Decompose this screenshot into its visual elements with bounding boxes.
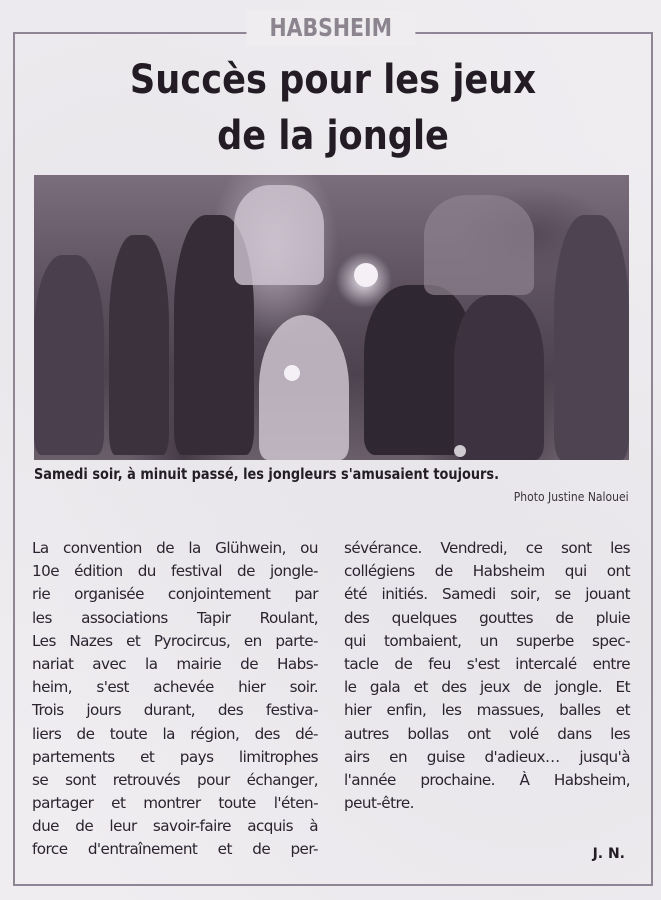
photo-figure — [109, 235, 169, 455]
body-line: airs en guise d'adieux… jusqu'à — [344, 747, 630, 766]
body-line: peut-être. — [344, 794, 414, 813]
headline — [13, 52, 653, 164]
article-photo — [34, 175, 629, 460]
section-kicker: HABSHEIM — [246, 10, 415, 46]
body-line: été initiés. Samedi soir, se jouant — [344, 585, 630, 604]
body-column-left — [32, 536, 318, 861]
photo-figure — [34, 255, 104, 455]
body-line: liers de toute la région, des dé- — [32, 724, 318, 743]
body-line: autres bollas ont volé dans les — [344, 724, 630, 743]
body-line: tacle de feu s'est intercalé entre — [344, 654, 630, 673]
body-line: des quelques gouttes de pluie — [344, 608, 630, 627]
body-line: partements et pays limitrophes — [32, 747, 318, 766]
body-line: Les Nazes et Pyrocircus, en parte- — [32, 631, 318, 650]
body-line: se sont retrouvés pour échanger, — [32, 770, 318, 789]
body-line: le gala et des jeux de jongle. Et — [344, 678, 630, 697]
body-line: La convention de la Glühwein, ou — [32, 539, 318, 557]
body-line: force d'entraînement et de per- — [32, 840, 318, 859]
body-column-right — [344, 536, 630, 814]
body-line: les associations Tapir Roulant, — [32, 608, 318, 627]
headline-line-2: de la jongle — [217, 113, 449, 159]
photo-figure — [554, 215, 629, 460]
body-line: qui tombaient, un superbe spec- — [344, 631, 630, 650]
body-line: sévérance. Vendredi, ce sont les — [344, 539, 630, 557]
juggling-ball — [354, 263, 378, 287]
body-line: rie organisée conjointement par — [32, 585, 318, 604]
body-line: collégiens de Habsheim qui ont — [344, 562, 630, 581]
photo-figure — [234, 185, 324, 285]
body-line: partager et montrer toute l'éten- — [32, 794, 318, 813]
photo-credit — [501, 488, 629, 506]
body-line: Trois jours durant, des festiva- — [32, 701, 318, 720]
photo-figure — [424, 195, 534, 295]
author-signature: J. N. — [592, 846, 625, 862]
photo-figure — [454, 295, 544, 460]
body-line: 10e édition du festival de jongle- — [32, 562, 318, 581]
body-line: due de leur savoir-faire acquis à — [32, 817, 318, 836]
kicker-container — [0, 10, 661, 46]
photo-figure — [259, 315, 349, 460]
juggling-ball — [284, 365, 300, 381]
juggling-ball — [454, 445, 466, 457]
body-line: heim, s'est achevée hier soir. — [32, 678, 318, 697]
caption-text: Samedi soir, à minuit passé, les jongleurs s'amusaient toujours. — [34, 465, 500, 483]
body-line: nariat avec la mairie de Habs- — [32, 654, 318, 673]
body-line: hier enfin, les massues, balles et — [344, 701, 630, 720]
credit-text: Photo Justine Nalouei — [514, 490, 629, 504]
body-line: l'année prochaine. À Habsheim, — [344, 770, 630, 789]
photo-caption — [34, 462, 629, 486]
headline-line-1: Succès pour les jeux — [129, 57, 537, 103]
